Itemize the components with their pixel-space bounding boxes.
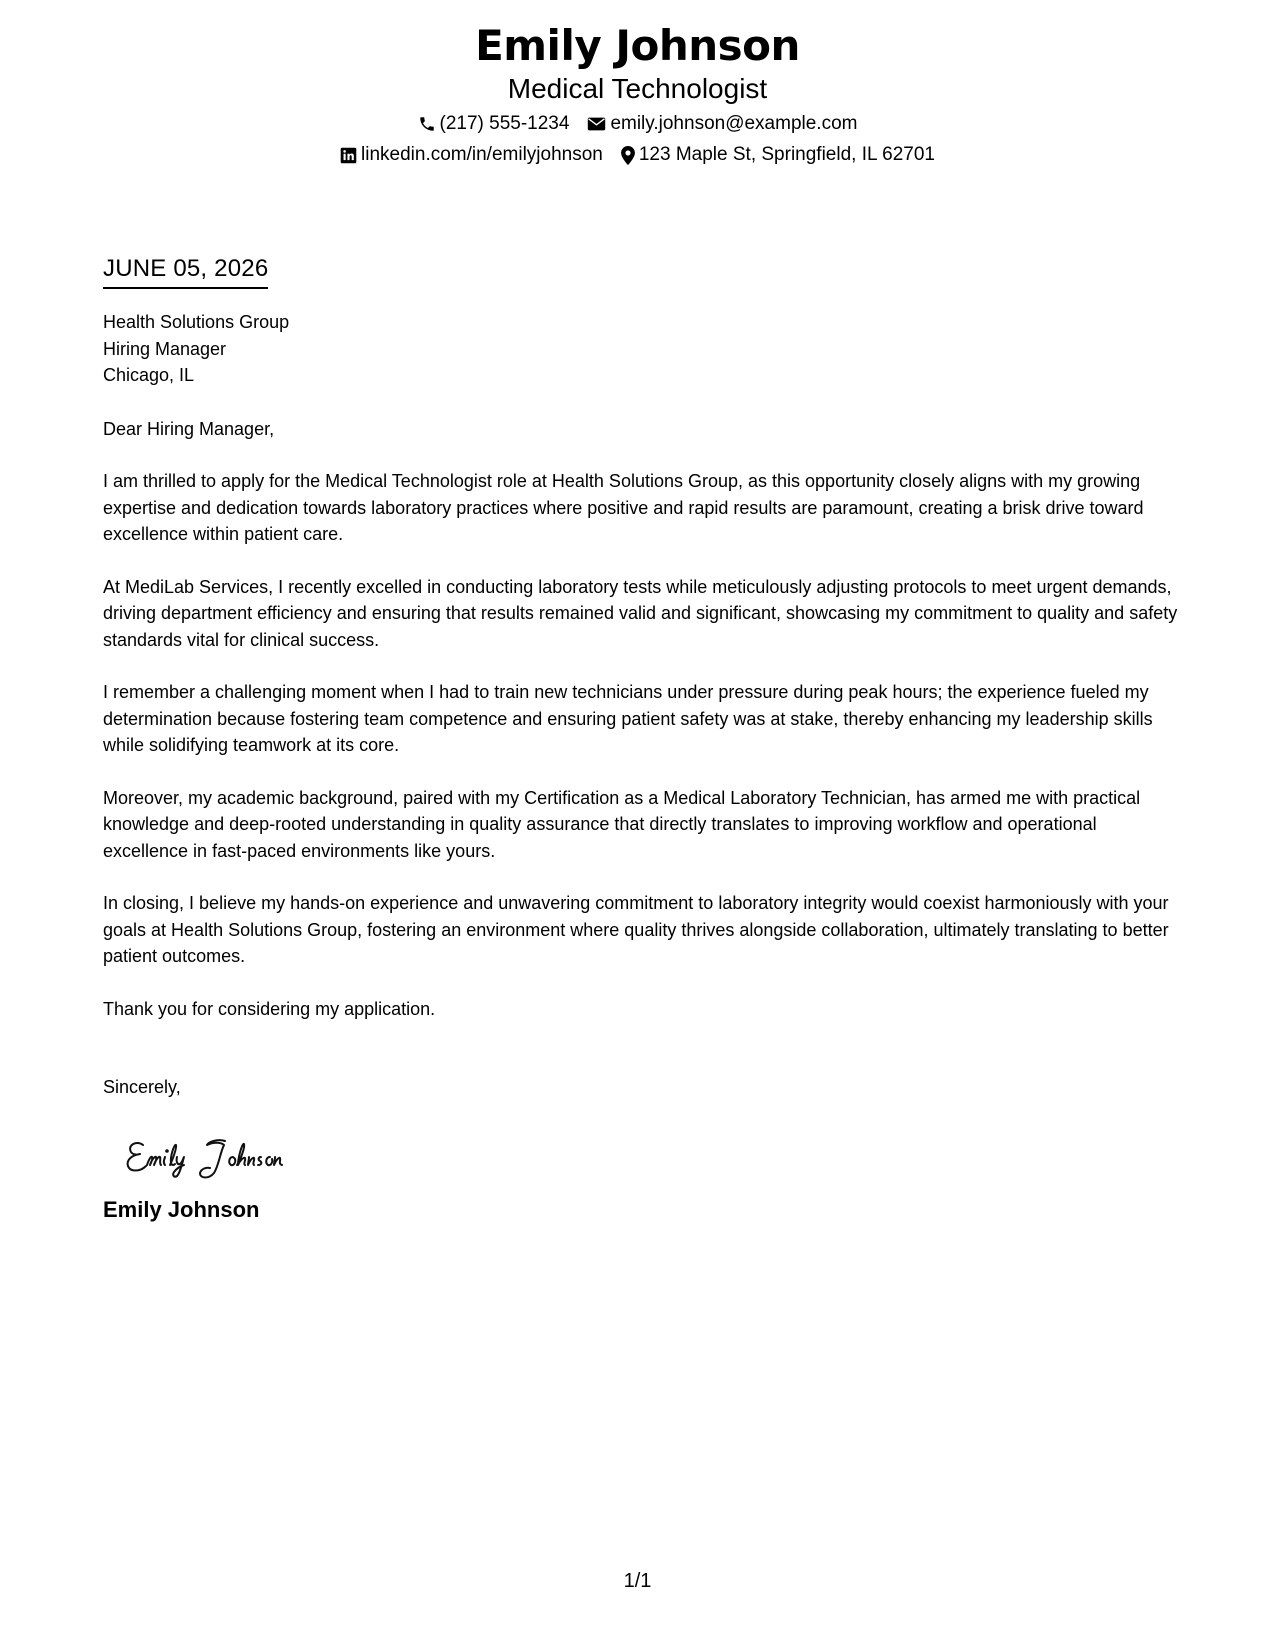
- applicant-name: Emily Johnson: [475, 21, 800, 70]
- phone-icon: [418, 115, 436, 133]
- contact-row-primary: [0, 112, 1275, 136]
- paragraph: I remember a challenging moment when I had to train new technicians under pressure during peak hours; the experience fueled my determination because fostering team competence and ensuring patient safety was at stake, thereby enhancing my leadership skills while solidifying teamwork at its core.: [103, 682, 1153, 755]
- email-text: emily.johnson@example.com: [610, 113, 858, 134]
- recipient-role: Hiring Manager: [103, 338, 227, 359]
- address-text: 123 Maple St, Springfield, IL 62701: [638, 144, 935, 165]
- recipient-location: Chicago, IL: [103, 365, 195, 385]
- address-contact: [621, 143, 935, 167]
- paragraph: Thank you for considering my application.: [103, 998, 436, 1019]
- letter-body: [103, 254, 1178, 1224]
- linkedin-icon: [340, 147, 357, 164]
- page-number: 1/1: [623, 1570, 652, 1592]
- phone-text: (217) 555-1234: [439, 113, 570, 134]
- phone-contact: [418, 112, 570, 136]
- linkedin-text: linkedin.com/in/emilyjohnson: [361, 144, 603, 165]
- salutation: Dear Hiring Manager,: [103, 418, 275, 439]
- paragraph: Moreover, my academic background, paired with my Certification as a Medical Laboratory Technician, has armed me with practical knowledge and deep-rooted understanding in quality assurance that directly translates to improving workflow and operational excellence in fast-paced environments like yours.: [103, 787, 1141, 861]
- contact-row-secondary: [0, 143, 1275, 167]
- recipient-company: Health Solutions Group: [103, 312, 290, 332]
- linkedin-contact: [340, 143, 603, 167]
- letter-header: [0, 20, 1275, 167]
- signature-graphic: [121, 1129, 361, 1187]
- paragraph: I am thrilled to apply for the Medical Technologist role at Health Solutions Group, as this opportunity closely aligns with my growing expertise and dedication towards laboratory practices where positive and rapid results are paramount, creating a brisk drive toward excellence within patient care.: [103, 471, 1144, 544]
- paragraph: In closing, I believe my hands-on experience and unwavering commitment to laboratory integrity would coexist harmoniously with your goals at Health Solutions Group, fostering an environment where quality thrives alongside collaboration, ultimately translating to better patient outcomes.: [103, 893, 1169, 966]
- recipient-block: [103, 309, 1178, 389]
- letter-date: JUNE 05, 2026: [103, 254, 268, 289]
- signed-name: Emily Johnson: [103, 1196, 260, 1222]
- applicant-title: Medical Technologist: [507, 73, 768, 104]
- closing: Sincerely,: [103, 1077, 181, 1097]
- email-contact: [587, 112, 857, 136]
- handwritten-signature: [121, 1129, 1178, 1187]
- paragraph: At MediLab Services, I recently excelled in conducting laboratory tests while meticulously adjusting protocols to meet urgent demands, driving department efficiency and ensuring that results remained valid and significant, showcasing my commitment to quality and safety standards vital for clinical success.: [103, 576, 1178, 650]
- envelope-icon: [587, 116, 606, 132]
- map-marker-icon: [621, 146, 635, 165]
